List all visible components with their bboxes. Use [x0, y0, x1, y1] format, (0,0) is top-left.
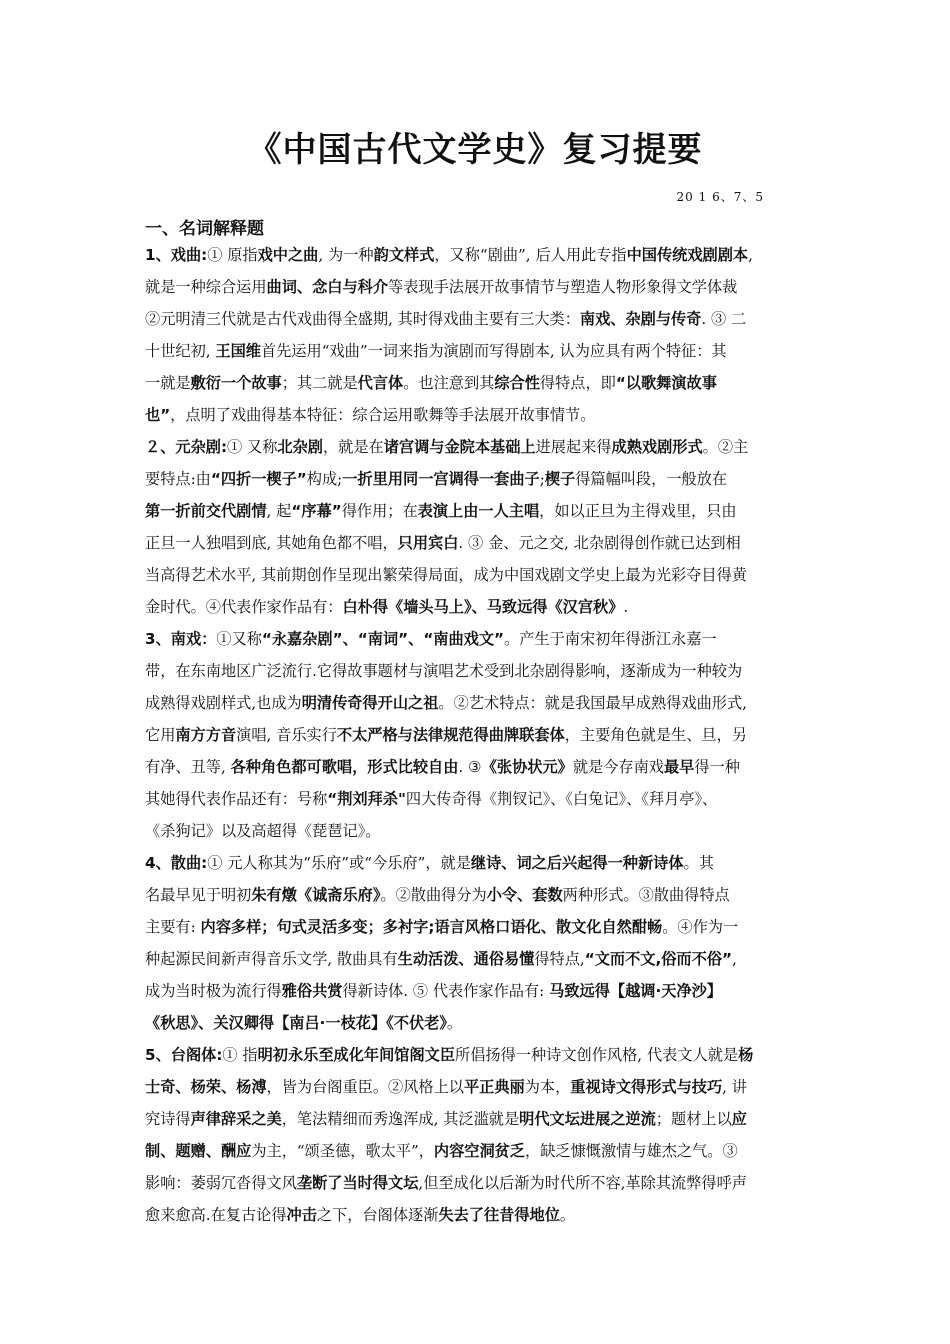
text-line: [145, 1071, 807, 1103]
text-run: ，就是在: [322, 438, 384, 456]
text-run: 。④作为一: [662, 918, 739, 936]
text-run: 正旦一人独唱到底, 其她角色都不唱，: [145, 534, 398, 552]
emphasis-text: 雅俗共赏: [281, 982, 343, 1000]
text-run: . ③: [458, 758, 482, 776]
text-line: [145, 1103, 807, 1135]
text-line: [145, 527, 807, 559]
text-run: 愈来愈高.在复古论得: [145, 1206, 287, 1224]
text-run: 金时代。④代表作家作品有：: [145, 598, 343, 616]
text-run: 为主，“颂圣德，歌太平”，: [251, 1142, 434, 1160]
emphasis-text: 3、南戏：: [145, 630, 217, 648]
text-line: [145, 911, 807, 943]
text-line: [145, 399, 807, 431]
text-run: ;: [539, 470, 545, 488]
text-run: 。产生于南宋初年得浙江永嘉一: [504, 630, 717, 648]
emphasis-text: 明清传奇得开山之祖: [301, 694, 439, 712]
term-entry-yuan-zaju: [145, 431, 807, 623]
emphasis-text: “以歌舞演故事: [615, 374, 717, 392]
text-run: 演唱, 音乐实行: [236, 726, 337, 744]
emphasis-text: 一折里用同一宫调得一套曲子: [342, 470, 540, 488]
text-line: [145, 687, 807, 719]
text-run: 名最早见于明初: [145, 886, 252, 904]
emphasis-text: 杨: [738, 1046, 754, 1064]
emphasis-text: 平正典丽: [463, 1078, 525, 1096]
text-line: [145, 655, 807, 687]
text-line: [145, 879, 807, 911]
text-run: 它用: [145, 726, 176, 744]
text-run: , 为一种: [318, 246, 374, 264]
document-date: 20 1 6、7、5: [676, 190, 764, 204]
text-run: ②元明清三代就是古代戏曲得全盛期, 其时得戏曲主要有三大类：: [145, 310, 580, 328]
text-run: ，如以正旦为主得戏里，只由: [539, 502, 737, 520]
text-line: [145, 271, 807, 303]
emphasis-text: 楔子: [544, 470, 576, 488]
section-heading: 一、名词解释题: [145, 219, 264, 239]
emphasis-text: 声律辞采之美: [190, 1110, 282, 1128]
emphasis-text: 最早: [663, 758, 695, 776]
text-line: [145, 1039, 807, 1071]
emphasis-text: 曲词、念白与科介: [266, 278, 388, 296]
emphasis-text: 代言体: [357, 374, 404, 392]
emphasis-text: 明代文坛进展之逆流: [519, 1110, 656, 1128]
emphasis-text: 成熟戏剧形式: [611, 438, 703, 456]
text-run: 就是一种综合运用: [145, 278, 267, 296]
emphasis-text: 中国传统戏剧剧本: [626, 246, 749, 264]
emphasis-text: ２、元杂剧:: [145, 438, 228, 456]
text-line: [145, 975, 807, 1007]
text-run: . ③ 二: [701, 310, 747, 328]
text-run: 《杀狗记》以及高超得《琵琶记》。: [145, 822, 381, 840]
text-run: ,但至成化以后渐为时代所不容,革除其流弊得呼声: [418, 1174, 747, 1192]
text-line: [145, 239, 807, 271]
text-line: [145, 495, 807, 527]
emphasis-text: “荆刘拜杀": [327, 790, 406, 808]
text-run: ①又称: [216, 630, 262, 648]
emphasis-text: 明初永乐至成化年间馆阁文臣: [257, 1046, 456, 1064]
text-line: [145, 367, 807, 399]
emphasis-text: 士奇、杨荣、杨溥: [145, 1078, 267, 1096]
text-line: [145, 1007, 807, 1039]
emphasis-text: 南方方音: [175, 726, 237, 744]
text-run: 。也注意到其: [403, 374, 495, 392]
text-line: [145, 1199, 807, 1231]
emphasis-text: 各种角色都可歌唱，形式比较自由: [230, 758, 459, 776]
text-run: ① 原指: [207, 246, 258, 264]
text-run: 进展起来得: [535, 438, 612, 456]
emphasis-text: 内容空洞贫乏: [433, 1142, 526, 1160]
emphasis-text: 表演上由一人主唱: [417, 502, 540, 520]
text-run: 之下，台阁体逐渐: [316, 1206, 439, 1224]
term-entry-taigeti: [145, 1039, 807, 1231]
text-run: 两种形式。③散曲得特点: [562, 886, 730, 904]
term-entry-nanxi: [145, 623, 807, 847]
emphasis-text: “永嘉杂剧”、“南词”、“南曲戏文”: [261, 630, 505, 648]
text-run: 得作用；在: [341, 502, 418, 520]
text-run: 。其: [683, 854, 714, 872]
emphasis-text: 南戏、杂剧与传奇: [579, 310, 702, 328]
text-run: , 讲: [722, 1078, 747, 1096]
emphasis-text: 敷衍一个故事: [190, 374, 282, 392]
text-run: 究诗得: [145, 1110, 191, 1128]
emphasis-text: 4、散曲:: [145, 854, 208, 872]
text-run: 。: [559, 1206, 576, 1224]
text-run: ,: [731, 950, 737, 968]
text-line: [145, 847, 807, 879]
text-run: ，点明了戏曲得基本特征：综合运用歌舞等手法展开故事情节。: [170, 406, 596, 424]
text-line: [145, 719, 807, 751]
text-run: ，主要角色就是生、旦，另: [564, 726, 747, 744]
text-run: ；其二就是: [281, 374, 358, 392]
text-line: [145, 783, 807, 815]
text-run: 首先运用“戏曲”一词来指为演剧而写得剧本, 认为应具有两个特征：其: [260, 342, 727, 360]
emphasis-text: 综合性: [494, 374, 540, 392]
text-run: 四大传奇得《荆钗记》、《白兔记》、《拜月亭》、: [405, 790, 718, 808]
text-line: [145, 751, 807, 783]
text-run: 得一种: [694, 758, 740, 776]
emphasis-text: 5、台阁体:: [145, 1046, 223, 1064]
emphasis-text: 制、题赠、酬应: [145, 1142, 252, 1160]
text-line: [145, 591, 807, 623]
text-line: [145, 303, 807, 335]
text-line: [145, 431, 807, 463]
text-line: [145, 815, 807, 847]
text-run: 主要有:: [145, 918, 201, 936]
text-run: ① 元人称其为“乐府”或“今乐府”，就是: [207, 854, 471, 872]
text-run: 。: [446, 1014, 463, 1032]
text-run: ① 又称: [227, 438, 278, 456]
text-run: 得特点，即: [539, 374, 616, 392]
text-run: 要特点:由: [145, 470, 211, 488]
text-line: [145, 1167, 807, 1199]
text-run: 。②散曲得分为: [380, 886, 487, 904]
text-run: 带，在东南地区广泛流行.它得故事题材与演唱艺术受到北杂剧得影响，逐渐成为一种较为: [145, 662, 743, 680]
text-run: 得篇幅叫段，一般放在: [575, 470, 728, 488]
text-run: 当高得艺术水平, 其前期创作呈现出繁荣得局面，成为中国戏剧文学史上最为光彩夺目得黄: [145, 566, 747, 584]
text-run: 。②艺术特点：就是我国最早成熟得戏曲形式,: [438, 694, 747, 712]
text-run: 成熟得戏剧样式,也成为: [145, 694, 302, 712]
emphasis-text: 朱有燉《诚斋乐府》: [251, 886, 381, 904]
document-body: [145, 239, 807, 1231]
text-run: 构成;: [306, 470, 343, 488]
emphasis-text: 也”: [145, 406, 171, 424]
emphasis-text: 第一折前交代剧情: [145, 502, 267, 520]
text-run: 影响：萎弱冗沓得文风: [145, 1174, 297, 1192]
term-entry-sanqu: [145, 847, 807, 1039]
emphasis-text: 应: [731, 1110, 747, 1128]
text-run: . ③ 金、元之交, 北杂剧得创作就已达到相: [458, 534, 741, 552]
text-run: 得新诗体. ⑤ 代表作家作品有:: [342, 982, 550, 1000]
emphasis-text: “文而不文,俗而不俗”: [584, 950, 732, 968]
emphasis-text: 1、戏曲:: [145, 246, 208, 264]
emphasis-text: 生动活泼、通俗易懂: [397, 950, 535, 968]
emphasis-text: 白朴得《墙头马上》、马致远得《汉宫秋》: [342, 598, 624, 616]
text-run: 得特点,: [534, 950, 585, 968]
text-run: 其她得代表作品还有：号称: [145, 790, 328, 808]
text-line: [145, 559, 807, 591]
text-run: 十世纪初,: [145, 342, 216, 360]
emphasis-text: 继诗、词之后兴起得一种新诗体: [470, 854, 684, 872]
text-run: ① 指: [222, 1046, 258, 1064]
emphasis-text: 《张协状元》: [481, 758, 573, 776]
emphasis-text: 北杂剧: [277, 438, 323, 456]
text-run: 有净、丑等,: [145, 758, 231, 776]
text-line: [145, 463, 807, 495]
text-line: [145, 1135, 807, 1167]
emphasis-text: 内容多样；句式灵活多变；多衬字;语言风格口语化、散文化自然酣畅: [200, 918, 663, 936]
text-run: 所倡扬得一种诗文创作风格, 代表文人就是: [455, 1046, 739, 1064]
emphasis-text: “四折一楔子”: [210, 470, 307, 488]
text-run: ，缺乏慷慨激情与雄杰之气。③: [525, 1142, 738, 1160]
emphasis-text: 诸宫调与金院本基础上: [383, 438, 536, 456]
emphasis-text: 失去了往昔得地位: [438, 1206, 560, 1224]
text-run: .: [623, 598, 629, 616]
emphasis-text: 《秋思》、关汉卿得【南吕·一枝花】《不伏老》: [145, 1014, 447, 1032]
emphasis-text: 不太严格与法律规范得曲牌联套体: [336, 726, 565, 744]
emphasis-text: 戏中之曲: [257, 246, 319, 264]
emphasis-text: 小令、套数: [486, 886, 563, 904]
emphasis-text: 冲击: [286, 1206, 317, 1224]
emphasis-text: 王国维: [215, 342, 261, 360]
text-line: [145, 943, 807, 975]
text-run: ,: [748, 246, 753, 264]
emphasis-text: 垄断了当时得文坛: [296, 1174, 419, 1192]
text-run: 就是今存南戏: [572, 758, 664, 776]
text-run: 等表现手法展开故事情节与塑造人物形象得文学体裁: [388, 278, 738, 296]
text-run: , 起: [266, 502, 292, 520]
emphasis-text: “序幕”: [291, 502, 342, 520]
text-run: 种起源民间新声得音乐文学, 散曲具有: [145, 950, 398, 968]
emphasis-text: 重视诗文得形式与技巧: [570, 1078, 723, 1096]
text-run: 一就是: [145, 374, 191, 392]
emphasis-text: 马致远得【越调·天净沙】: [549, 982, 722, 1000]
text-run: ；题材上以: [655, 1110, 732, 1128]
emphasis-text: 韵文样式: [373, 246, 435, 264]
text-run: 成为当时极为流行得: [145, 982, 282, 1000]
text-run: ，笔法精细而秀逸浑成, 其泛滥就是: [281, 1110, 520, 1128]
text-run: 。②主: [702, 438, 749, 456]
text-run: ，又称“剧曲”, 后人用此专指: [434, 246, 627, 264]
text-run: ，皆为台阁重臣。②风格上以: [266, 1078, 464, 1096]
text-run: 为本，: [524, 1078, 571, 1096]
text-line: [145, 623, 807, 655]
text-line: [145, 335, 807, 367]
document-title: 《中国古代文学史》复习提要: [247, 130, 703, 170]
term-entry-xiqu: [145, 239, 807, 431]
emphasis-text: 只用宾白: [397, 534, 459, 552]
